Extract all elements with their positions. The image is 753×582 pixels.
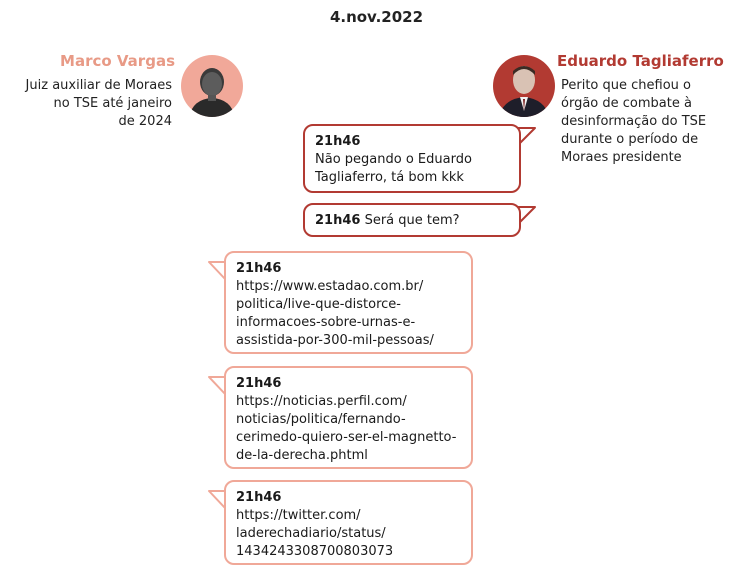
message-link-line: noticias/politica/fernando- <box>236 412 406 427</box>
message-text-line: Será que tem? <box>364 213 460 228</box>
message-time: 21h46 <box>315 213 361 228</box>
participant-right-role <box>561 77 706 167</box>
message-text-line: Não pegando o Eduardo <box>315 152 472 167</box>
role-line: Moraes presidente <box>561 150 682 165</box>
message-text-line: Tagliaferro, tá bom kkk <box>315 170 464 185</box>
message-link-line: https://twitter.com/ <box>236 508 361 523</box>
message-bubble <box>224 480 473 565</box>
message-time: 21h46 <box>236 376 282 391</box>
participant-right-name: Eduardo Tagliaferro <box>557 52 724 70</box>
message-link-line: https://noticias.perfil.com/ <box>236 394 407 409</box>
participant-left-avatar <box>181 55 243 117</box>
message-bubble <box>303 203 521 237</box>
role-line: desinformação do TSE <box>561 114 707 129</box>
message-bubble <box>224 366 473 469</box>
message-link-line: 1434243308700803073 <box>236 544 394 559</box>
role-line: órgão de combate à <box>561 96 692 111</box>
message-time: 21h46 <box>236 261 282 276</box>
message-link-line: de-la-derecha.phtml <box>236 448 368 463</box>
message-link-line: informacoes-sobre-urnas-e- <box>236 315 416 330</box>
participant-right-avatar <box>493 55 555 117</box>
message-link-line: https://www.estadao.com.br/ <box>236 279 424 294</box>
message-link-line: politica/live-que-distorce- <box>236 297 402 312</box>
role-line: de 2024 <box>118 114 172 129</box>
person-photo-icon <box>493 55 555 117</box>
message-link-line: assistida-por-300-mil-pessoas/ <box>236 333 434 348</box>
role-line: Juiz auxiliar de Moraes <box>25 78 172 93</box>
role-line: Perito que chefiou o <box>561 78 691 93</box>
role-line: durante o período de <box>561 132 699 147</box>
conversation-date: 4.nov.2022 <box>329 8 424 26</box>
message-bubble <box>224 251 473 354</box>
message-link-line: laderechadiario/status/ <box>236 526 386 541</box>
participant-left-role <box>26 77 172 131</box>
participant-left-name: Marco Vargas <box>60 52 175 70</box>
role-line: no TSE até janeiro <box>53 96 172 111</box>
message-bubble <box>303 124 521 193</box>
message-time: 21h46 <box>236 490 282 505</box>
message-time: 21h46 <box>315 134 361 149</box>
person-photo-icon <box>181 55 243 117</box>
message-link-line: cerimedo-quiero-ser-el-magnetto- <box>236 430 457 445</box>
